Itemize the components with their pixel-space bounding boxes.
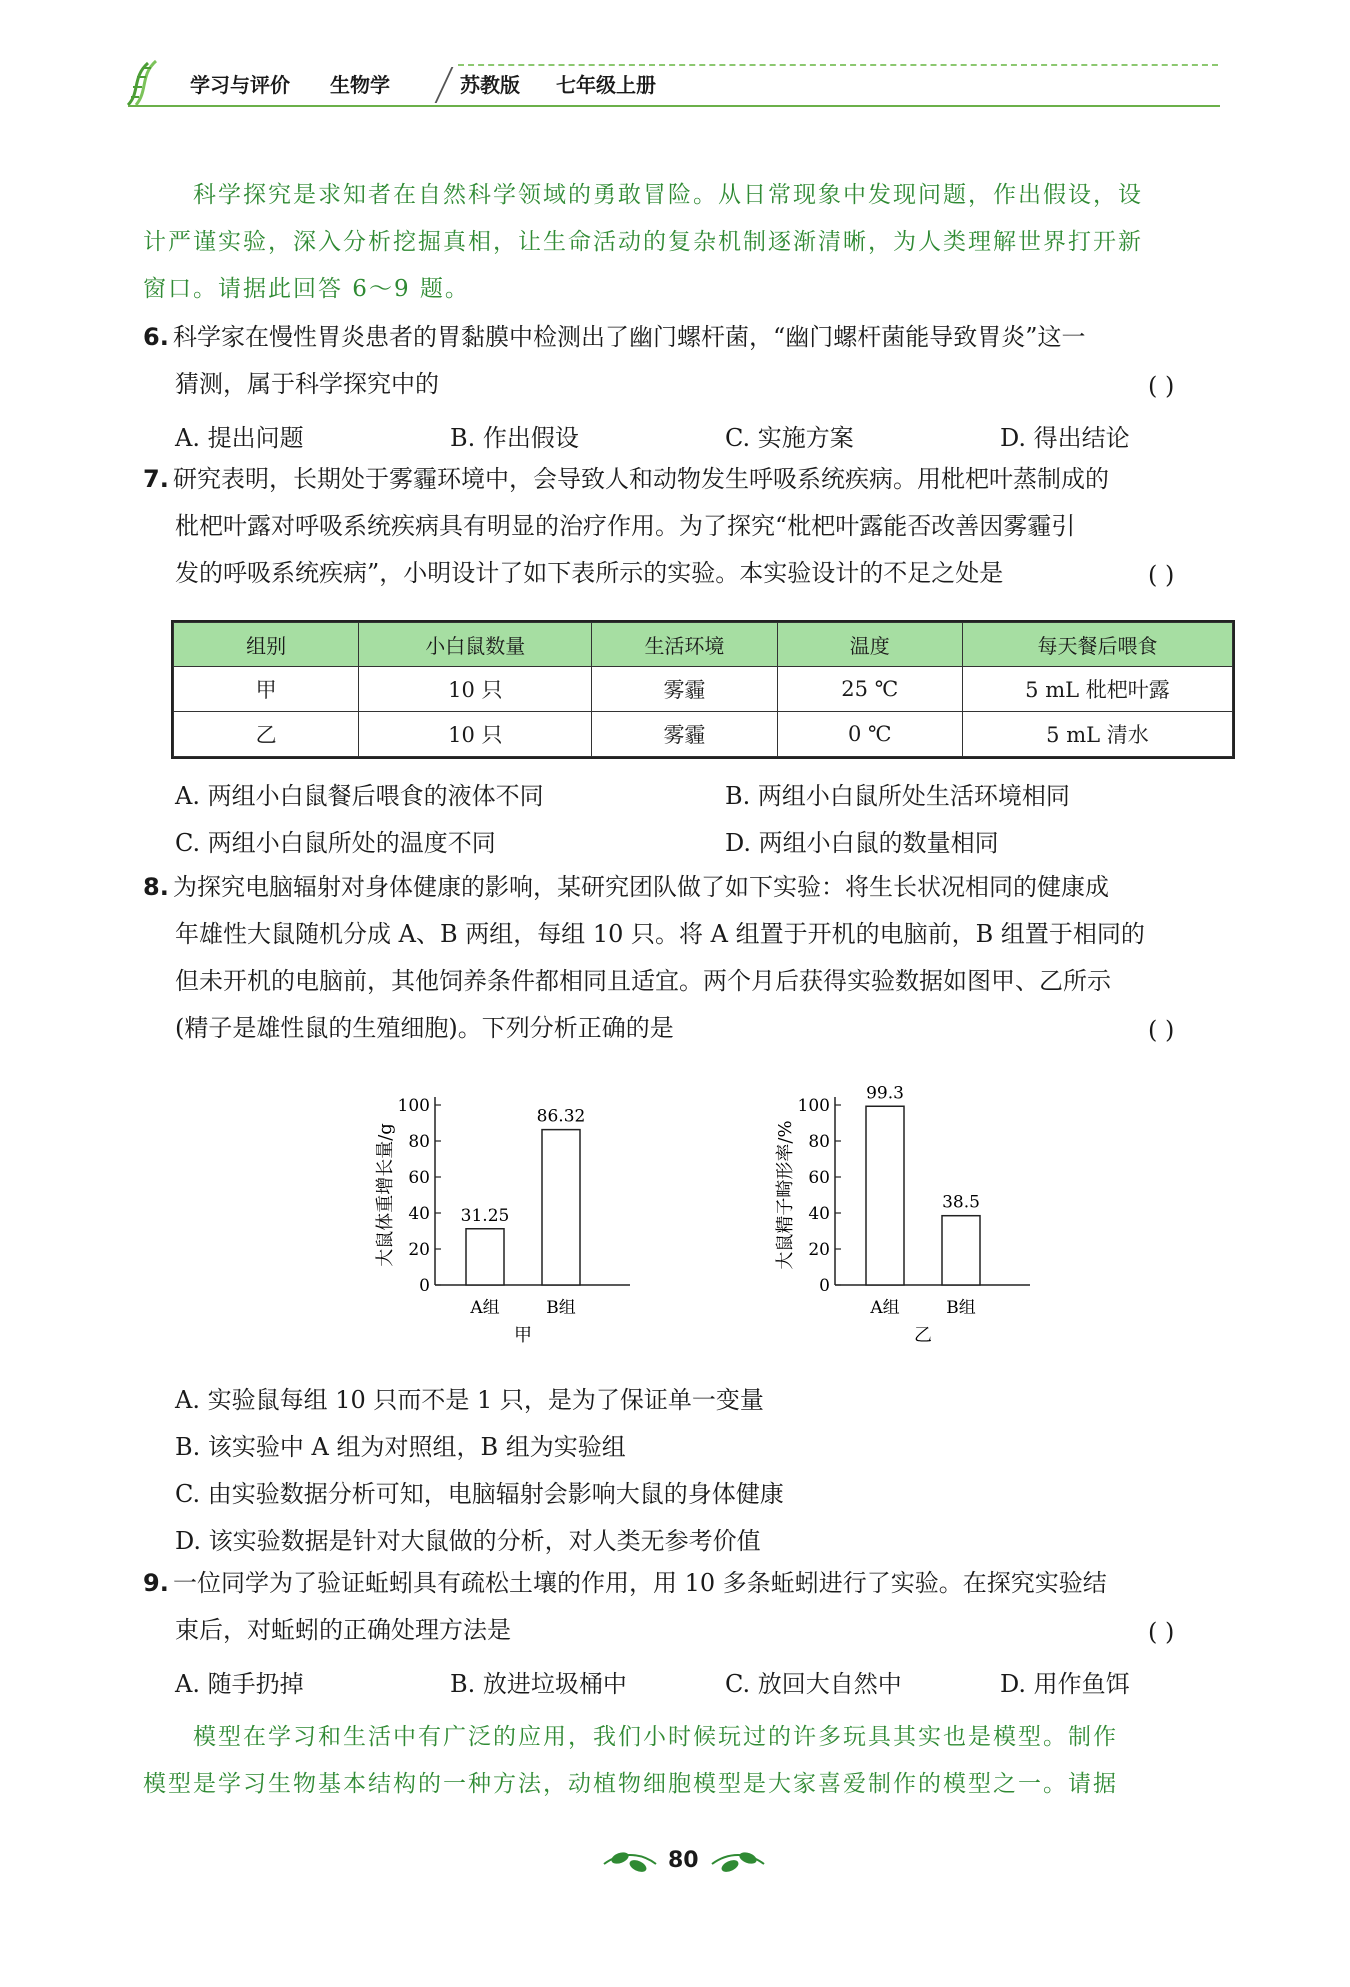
table-header-row xyxy=(174,623,1233,667)
chart-svg xyxy=(365,1085,645,1345)
y-tick-label: 60 xyxy=(808,1168,830,1188)
y-tick-label: 20 xyxy=(808,1240,830,1260)
table-header: 组别 xyxy=(174,623,359,667)
q6-text1: 科学家在慢性胃炎患者的胃黏膜中检测出了幽门螺杆菌，“幽门螺杆菌能导致胃炎”这一 xyxy=(173,323,1086,351)
page-number: 80 xyxy=(668,1848,699,1873)
q7-text2: 枇杷叶露对呼吸系统疾病具有明显的治疗作用。为了探究“枇杷叶露能否改善因雾霾引 xyxy=(175,512,1076,540)
leaf-right-icon xyxy=(708,1846,768,1876)
q6-option-a: A. 提出问题 xyxy=(175,424,304,452)
q8-option-a: A. 实验鼠每组 10 只而不是 1 只，是为了保证单一变量 xyxy=(175,1386,764,1414)
y-axis-label: 大鼠体重增长量/g xyxy=(375,1123,396,1267)
page-header xyxy=(128,55,1228,110)
q7-number: 7. xyxy=(143,465,169,493)
table-header: 生活环境 xyxy=(592,623,777,667)
table-cell: 25 ℃ xyxy=(777,666,962,711)
q6-answer-paren: ( ) xyxy=(1148,372,1175,400)
data-label: 38.5 xyxy=(942,1192,980,1213)
book-title: 学习与评价 xyxy=(190,73,290,97)
subject-name: 生物学 xyxy=(330,73,390,97)
intro1-line2: 计严谨实验，深入分析挖掘真相，让生命活动的复杂机制逐渐清晰，为人类理解世界打开新 xyxy=(143,229,1143,255)
q9-line1 xyxy=(143,1560,1238,1607)
intro1-line1: 科学探究是求知者在自然科学领域的勇敢冒险。从日常现象中发现问题，作出假设，设 xyxy=(193,182,1143,208)
q8-option-b: B. 该实验中 A 组为对照组，B 组为实验组 xyxy=(175,1433,626,1461)
q6-number: 6. xyxy=(143,323,169,351)
q9-text1: 一位同学为了验证蚯蚓具有疏松土壤的作用，用 10 多条蚯蚓进行了实验。在探究实验结 xyxy=(173,1569,1107,1597)
table-cell: 甲 xyxy=(174,666,359,711)
y-tick-label: 80 xyxy=(408,1132,430,1152)
table-cell: 10 只 xyxy=(359,711,592,756)
y-tick-label: 100 xyxy=(797,1096,830,1116)
q7-option-d: D. 两组小白鼠的数量相同 xyxy=(725,829,999,857)
q8-text2: 年雄性大鼠随机分成 A、B 两组，每组 10 只。将 A 组置于开机的电脑前，B 组置于相同的 xyxy=(175,920,1145,948)
y-tick-label: 0 xyxy=(419,1276,430,1296)
q8-line1 xyxy=(143,864,1238,911)
q7-option-c: C. 两组小白鼠所处的温度不同 xyxy=(175,829,496,857)
intro1-line3: 窗口。请据此回答 6～9 题。 xyxy=(143,276,470,302)
table-row xyxy=(174,666,1233,711)
q6-option-c: C. 实施方案 xyxy=(725,424,854,452)
q6-option-d: D. 得出结论 xyxy=(1000,424,1130,452)
y-tick-label: 80 xyxy=(808,1132,830,1152)
q9-option-c: C. 放回大自然中 xyxy=(725,1670,902,1698)
q8-option-c: C. 由实验数据分析可知，电脑辐射会影响大鼠的身体健康 xyxy=(175,1480,784,1508)
q9-text2: 束后，对蚯蚓的正确处理方法是 xyxy=(175,1616,511,1644)
x-tick-label: A组 xyxy=(470,1298,500,1318)
data-label: 31.25 xyxy=(460,1205,510,1226)
q6-option-b: B. 作出假设 xyxy=(450,424,579,452)
y-axis-label: 大鼠精子畸形率/% xyxy=(775,1120,796,1270)
bar xyxy=(542,1130,580,1285)
q7-answer-paren: ( ) xyxy=(1148,561,1175,589)
q8-text4: (精子是雄性鼠的生殖细胞)。下列分析正确的是 xyxy=(175,1014,674,1042)
q8-option-d: D. 该实验数据是针对大鼠做的分析，对人类无参考价值 xyxy=(175,1527,761,1555)
dna-leaf-icon xyxy=(122,55,162,110)
intro2-line2: 模型是学习生物基本结构的一种方法，动植物细胞模型是大家喜爱制作的模型之一。请据 xyxy=(143,1771,1118,1797)
q8-answer-paren: ( ) xyxy=(1148,1016,1175,1044)
q9-option-a: A. 随手扔掉 xyxy=(175,1670,304,1698)
table-cell: 雾霾 xyxy=(592,666,777,711)
bar xyxy=(866,1106,904,1285)
y-tick-label: 0 xyxy=(819,1276,830,1296)
x-tick-label: A组 xyxy=(870,1298,900,1318)
q9-option-d: D. 用作鱼饵 xyxy=(1000,1670,1130,1698)
table-header: 小白鼠数量 xyxy=(359,623,592,667)
chart-svg xyxy=(765,1085,1045,1345)
table-row xyxy=(174,711,1233,756)
bar xyxy=(942,1216,980,1285)
q7-text1: 研究表明，长期处于雾霾环境中，会导致人和动物发生呼吸系统疾病。用枇杷叶蒸制成的 xyxy=(173,465,1109,493)
leaf-left-icon xyxy=(600,1846,660,1876)
table-cell: 5 mL 枇杷叶露 xyxy=(962,666,1232,711)
y-tick-label: 60 xyxy=(408,1168,430,1188)
q9-number: 9. xyxy=(143,1569,169,1597)
table-cell: 10 只 xyxy=(359,666,592,711)
q7-option-b: B. 两组小白鼠所处生活环境相同 xyxy=(725,782,1070,810)
q6-text2: 猜测，属于科学探究中的 xyxy=(175,370,439,398)
q8-number: 8. xyxy=(143,873,169,901)
table-cell: 雾霾 xyxy=(592,711,777,756)
chart-title: 甲 xyxy=(514,1325,532,1346)
chart-title: 乙 xyxy=(914,1325,932,1346)
q9-answer-paren: ( ) xyxy=(1148,1618,1175,1646)
bar xyxy=(466,1229,504,1285)
y-tick-label: 20 xyxy=(408,1240,430,1260)
table-cell: 5 mL 清水 xyxy=(962,711,1232,756)
x-tick-label: B组 xyxy=(946,1298,976,1318)
q8-text1: 为探究电脑辐射对身体健康的影响，某研究团队做了如下实验：将生长状况相同的健康成 xyxy=(173,873,1109,901)
header-dashed-rule xyxy=(458,64,1218,66)
q9-option-b: B. 放进垃圾桶中 xyxy=(450,1670,627,1698)
intro2-line1: 模型在学习和生活中有广泛的应用，我们小时候玩过的许多玩具其实也是模型。制作 xyxy=(193,1724,1118,1750)
x-tick-label: B组 xyxy=(546,1298,576,1318)
y-tick-label: 100 xyxy=(397,1096,430,1116)
q6-line1 xyxy=(143,314,1238,361)
edition-name: 苏教版 xyxy=(460,73,520,97)
q8-text3: 但未开机的电脑前，其他饲养条件都相同且适宜。两个月后获得实验数据如图甲、乙所示 xyxy=(175,967,1111,995)
chart-jia xyxy=(365,1085,645,1349)
table-cell: 乙 xyxy=(174,711,359,756)
table-cell: 0 ℃ xyxy=(777,711,962,756)
data-label: 99.3 xyxy=(866,1083,904,1104)
header-rule xyxy=(128,105,1220,107)
table-header: 温度 xyxy=(777,623,962,667)
q7-line1 xyxy=(143,456,1238,503)
q7-option-a: A. 两组小白鼠餐后喂食的液体不同 xyxy=(175,782,544,810)
header-slash xyxy=(435,67,454,103)
table-header: 每天餐后喂食 xyxy=(962,623,1232,667)
chart-yi xyxy=(765,1085,1045,1349)
y-tick-label: 40 xyxy=(808,1204,830,1224)
data-label: 86.32 xyxy=(536,1106,586,1127)
page-footer xyxy=(600,1842,770,1882)
y-tick-label: 40 xyxy=(408,1204,430,1224)
q7-table xyxy=(171,620,1235,759)
q7-text3: 发的呼吸系统疾病”，小明设计了如下表所示的实验。本实验设计的不足之处是 xyxy=(175,559,1004,587)
grade-name: 七年级上册 xyxy=(556,73,656,97)
